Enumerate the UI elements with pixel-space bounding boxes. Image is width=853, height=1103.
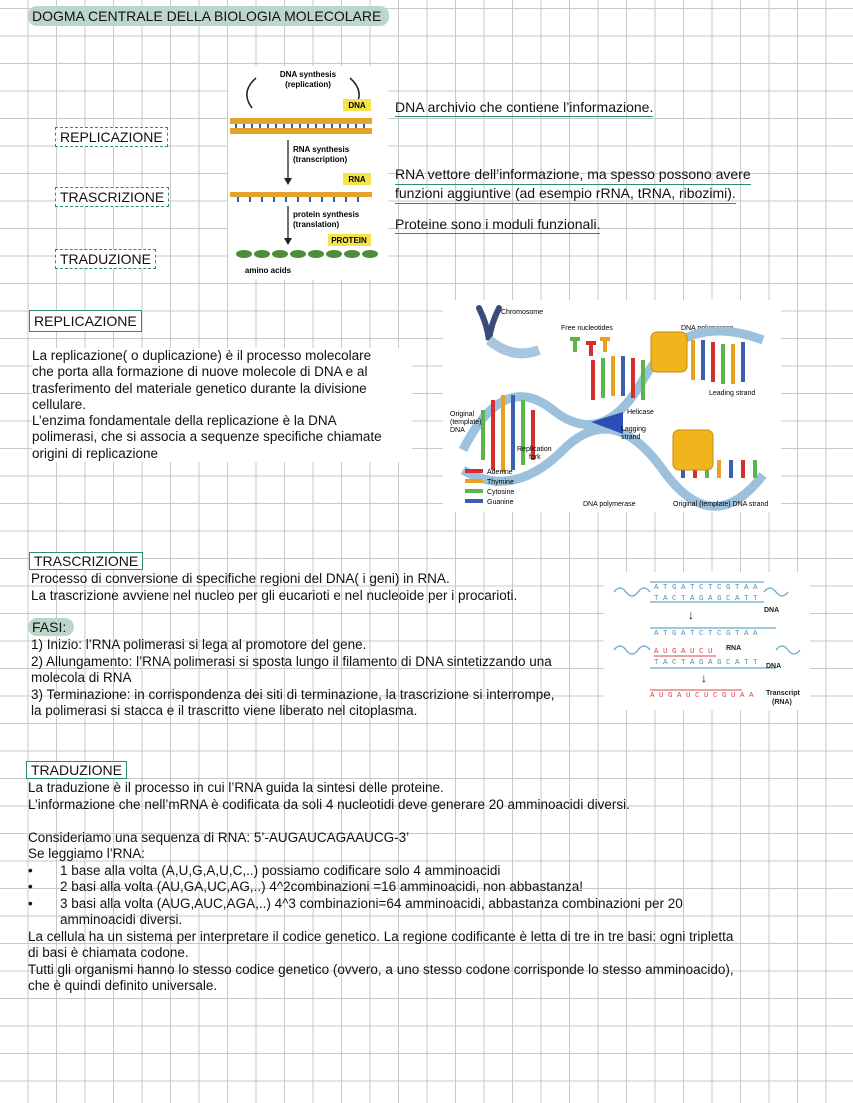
step-line: la polimerasi si stacca e il trascritto viene liberato nel citoplasma. bbox=[31, 703, 418, 718]
legend-thymine: Thymine bbox=[487, 479, 514, 486]
legend-swatch-cytosine bbox=[465, 489, 483, 493]
fig-free-nucleotides: Free nucleotides bbox=[561, 325, 613, 332]
fig-rna-synthesis: RNA synthesis bbox=[293, 145, 350, 154]
dna-polymerase-top bbox=[651, 332, 687, 372]
replication-fork-figure bbox=[443, 300, 781, 512]
fig-original-dna-3: DNA bbox=[450, 427, 465, 434]
closing-line: di basi è chiamata codone. bbox=[28, 945, 189, 960]
rna-seq: A U G A U C U bbox=[654, 648, 713, 656]
step-line: molecola di RNA bbox=[31, 670, 132, 685]
heading-trascrizione: TRASCRIZIONE bbox=[29, 552, 143, 570]
trascrizione-steps bbox=[31, 637, 555, 720]
fig-original-strand: Original (template) DNA strand bbox=[673, 501, 769, 508]
note-rna bbox=[395, 166, 751, 204]
fasi-label: FASI: bbox=[28, 618, 74, 636]
fig-leading-strand: Leading strand bbox=[709, 390, 756, 397]
legend-swatch-guanine bbox=[465, 499, 483, 503]
label-traduzione: TRADUZIONE bbox=[55, 249, 156, 269]
transcription-figure bbox=[604, 572, 810, 710]
traduzione-body bbox=[28, 780, 828, 995]
step-line: 2) Allungamento: l’RNA polimerasi si sposta lungo il filamento di DNA sintetizzando una bbox=[31, 653, 552, 669]
bullet-3-basi: • 3 basi alla volta (AUG,AUC,AGA,..) 4^3 combinazioni=64 amminoacidi, abbastanza combinazioni per 20 bbox=[28, 896, 828, 913]
rna-strand bbox=[230, 192, 372, 197]
label-replicazione: REPLICAZIONE bbox=[55, 127, 168, 147]
closing-line: Tutti gli organismi hanno lo stesso codice genetico (ovvero, a uno stesso codone corrisponde lo stesso amminoacido), bbox=[28, 961, 734, 977]
repl-line: trasferimento del materiale genetico durante la divisione bbox=[32, 380, 367, 396]
top-strand-seq: A T G A T C T C G T A A bbox=[654, 584, 758, 592]
closing-line: che è quindi definito universale. bbox=[28, 978, 218, 993]
top-strand-seq-2: A T G A T C T C G T A A bbox=[654, 630, 758, 638]
fig-translation: (translation) bbox=[293, 220, 340, 229]
legend-adenine: Adenine bbox=[487, 469, 513, 476]
heading-traduzione: TRADUZIONE bbox=[26, 761, 127, 779]
transcript-rna-label: (RNA) bbox=[772, 699, 792, 706]
repl-line: che porta alla formazione di nuove molecole di DNA e al bbox=[32, 364, 368, 380]
repl-line: origini di replicazione bbox=[32, 445, 159, 461]
fig-protein: PROTEIN bbox=[331, 236, 367, 245]
fig-dna-synthesis: DNA synthesis bbox=[279, 70, 337, 79]
transcript-seq: A U G A U C U C G U A A bbox=[650, 692, 754, 700]
note-rna-line1: RNA vettore dell’informazione, ma spesso possono avere bbox=[395, 166, 751, 185]
fig-original-dna-1: Original bbox=[450, 411, 475, 418]
reading-line: Se leggiamo l’RNA: bbox=[28, 846, 146, 861]
bottom-strand-seq-2: T A C T A G A G C A T T bbox=[654, 659, 758, 667]
dna-strand-bottom bbox=[230, 128, 372, 134]
trad-line: La traduzione è il processo in cui l’RNA guida la sintesi delle proteine. bbox=[28, 780, 444, 795]
note-protein: Proteine sono i moduli funzionali. bbox=[395, 216, 601, 232]
legend-cytosine: Cytosine bbox=[487, 489, 515, 496]
fig-helicase: Helicase bbox=[627, 409, 654, 416]
heading-replicazione: REPLICAZIONE bbox=[29, 310, 142, 332]
fig-replication-fork-2: fork bbox=[529, 454, 541, 461]
note-rna-line2: funzioni aggiuntive (ad esempio rRNA, tRNA, ribozimi). bbox=[395, 185, 736, 204]
bottom-strand-seq: T A C T A G A G C A T T bbox=[654, 595, 758, 603]
label-trascrizione: TRASCRIZIONE bbox=[55, 187, 169, 207]
fig-replication: (replication) bbox=[285, 80, 331, 89]
legend-guanine: Guanine bbox=[487, 499, 514, 506]
repl-line: cellulare. bbox=[32, 396, 87, 412]
trasc-line: La trascrizione avviene nel nucleo per gli eucarioti e nel nucleoide per i procarioti. bbox=[31, 587, 518, 603]
trasc-line: Processo di conversione di specifiche regioni del DNA( i geni) in RNA. bbox=[31, 571, 450, 586]
fig-dna-polymerase-top: DNA polymerase bbox=[681, 325, 734, 332]
repl-line: La replicazione( o duplicazione) è il processo molecolare bbox=[32, 348, 372, 363]
bullet-1-base: • 1 base alla volta (A,U,G,A,U,C,..) possiamo codificare solo 4 amminoacidi bbox=[28, 863, 828, 880]
legend-swatch-adenine bbox=[465, 469, 483, 473]
fig-rna: RNA bbox=[348, 175, 366, 184]
dna-strand-top bbox=[230, 118, 372, 124]
transcript-label: Transcript bbox=[766, 690, 800, 697]
page-title: DOGMA CENTRALE DELLA BIOLOGIA MOLECOLARE bbox=[28, 6, 389, 26]
repl-line: L’enzima fondamentale della replicazione è la DNA bbox=[32, 413, 337, 429]
fig-amino-acids: amino acids bbox=[244, 266, 292, 275]
bullet-3-basi-cont: amminoacidi diversi. bbox=[60, 912, 183, 927]
trascrizione-intro bbox=[31, 571, 517, 604]
sequence-line: Consideriamo una sequenza di RNA: 5’-AUGAUCAGAAUCG-3’ bbox=[28, 829, 410, 845]
closing-line: La cellula ha un sistema per interpretare il codice genetico. La regione codificante è letta di tre in tre basi: ogni tripletta bbox=[28, 928, 734, 944]
down-arrow-2: ↓ bbox=[701, 671, 707, 685]
trad-line: L’informazione che nell’mRNA è codificata da soli 4 nucleotidi deve generare 20 amminoacidi diversi. bbox=[28, 796, 630, 812]
fig-lagging-strand-1: Lagging bbox=[621, 426, 646, 433]
bullet-2-basi: • 2 basi alla volta (AU,GA,UC,AG,..) 4^2combinazioni =16 amminoacidi, non abbastanza! bbox=[28, 879, 828, 896]
note-dna: DNA archivio che contiene l’informazione. bbox=[395, 99, 654, 115]
down-arrow-1: ↓ bbox=[688, 608, 694, 622]
fig-replication-fork-1: Replication bbox=[517, 446, 552, 453]
legend-swatch-thymine bbox=[465, 479, 483, 483]
dna-polymerase-bottom bbox=[673, 430, 713, 470]
dna-label-1: DNA bbox=[764, 607, 780, 614]
fig-dna-polymerase-bottom: DNA polymerase bbox=[583, 501, 636, 508]
fig-protein-synthesis: protein synthesis bbox=[293, 210, 360, 219]
rna-label: RNA bbox=[726, 645, 742, 652]
fig-chromosome: Chromosome bbox=[501, 309, 544, 316]
dna-label-2: DNA bbox=[766, 663, 782, 670]
fig-lagging-strand-2: strand bbox=[621, 434, 641, 441]
central-dogma-figure bbox=[228, 66, 388, 280]
step-line: 1) Inizio: l’RNA polimerasi si lega al promotore del gene. bbox=[31, 637, 367, 652]
step-line: 3) Terminazione: in corrispondenza dei siti di terminazione, la trascrizione si interrompe, bbox=[31, 686, 555, 702]
fig-transcription: (transcription) bbox=[293, 155, 348, 164]
fig-dna: DNA bbox=[348, 101, 366, 110]
replicazione-text bbox=[32, 348, 412, 462]
repl-line: polimerasi, che si associa a sequenze specifiche chiamate bbox=[32, 429, 382, 445]
fig-original-dna-2: (template) bbox=[450, 419, 482, 426]
